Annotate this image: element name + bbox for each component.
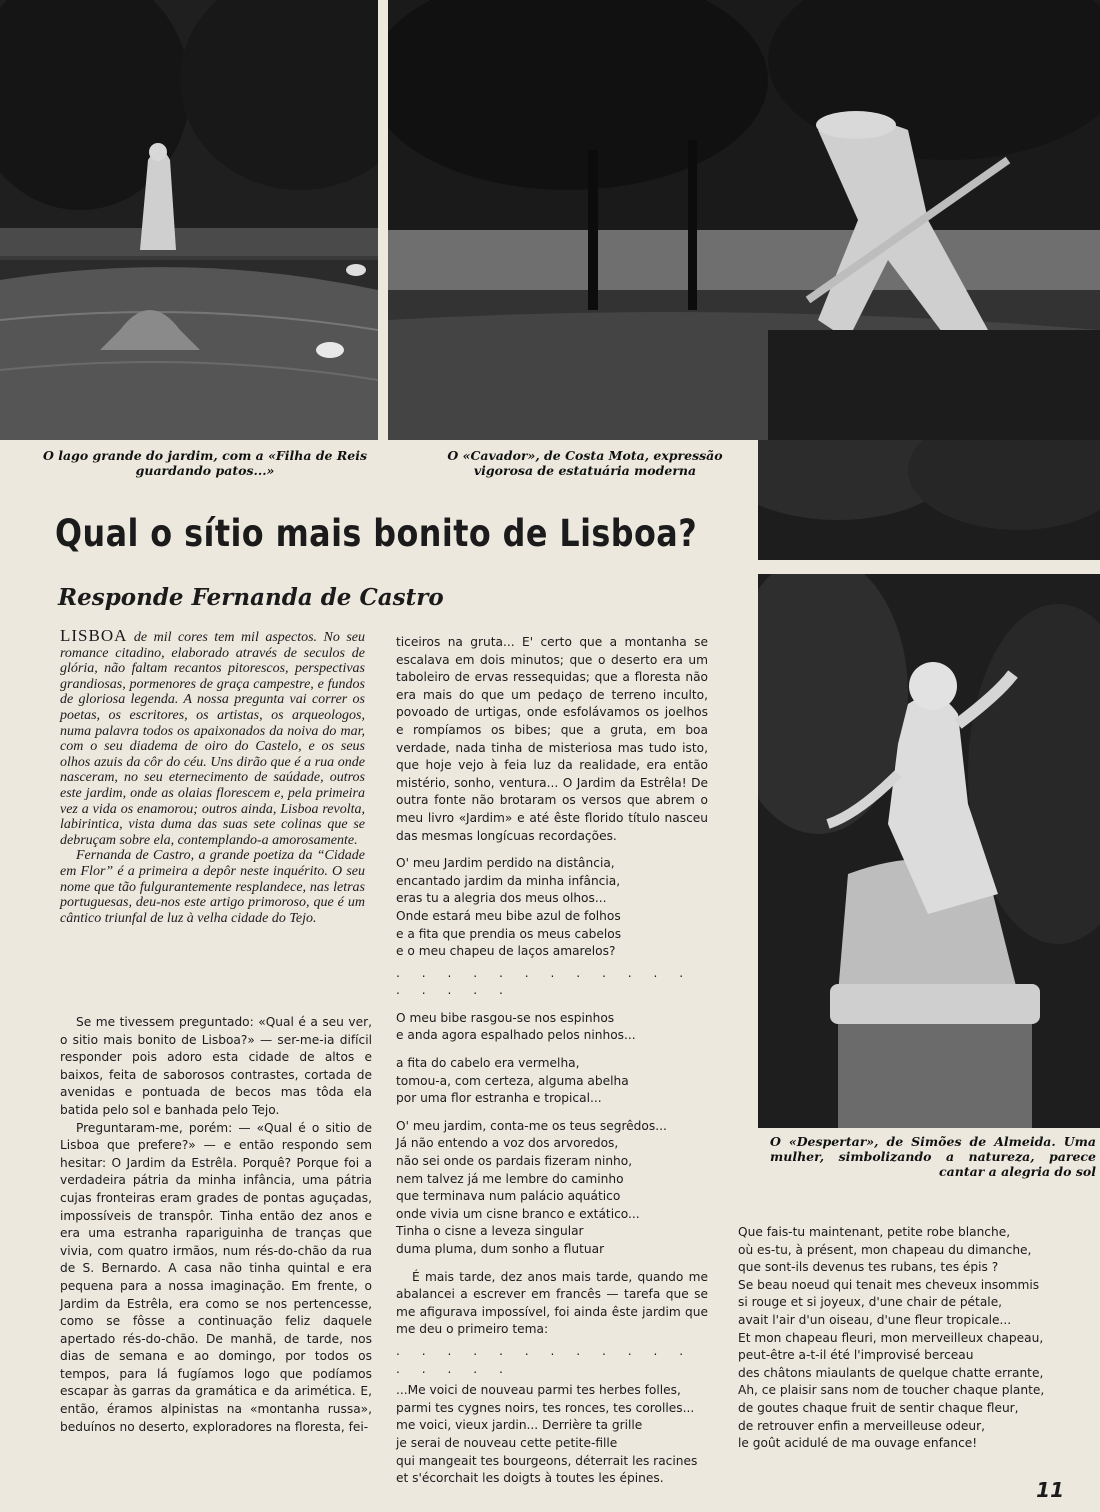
verse-line: le goût acidulé de ma ouvage enfance! <box>738 1436 978 1451</box>
verse-line: O' meu Jardim perdido na distância, <box>396 856 615 871</box>
verse-line: por uma flor estranha e tropical... <box>396 1091 602 1106</box>
verse-stanza-1 <box>396 855 708 961</box>
verse-line: où es-tu, à présent, mon chapeau du dimanche, <box>738 1242 1032 1257</box>
verse-stanza-2 <box>396 1010 708 1045</box>
body-column-3 <box>738 1224 1068 1453</box>
verse-line: Onde estará meu bibe azul de folhos <box>396 908 621 923</box>
verse-line: e anda agora espalhado pelos ninhos... <box>396 1028 636 1043</box>
cavador-photo-image <box>388 0 1100 440</box>
verse-line: Já não entendo a voz dos arvoredos, <box>396 1136 619 1151</box>
shrubs-image <box>758 440 1100 560</box>
verse-line: nem talvez já me lembre do caminho <box>396 1171 624 1186</box>
verse-stanza-3 <box>396 1055 708 1108</box>
body-paragraph-2: Preguntaram-me, porém: — «Qual é o sitio de Lisboa que prefere?» — e então respondo sem hesitar: O Jardim da Estrêla. Porquê? Porque foi a verdadeira pátria da minha infância, uma pátria cujas fronteiras eram grades de pontas aguçadas, impossíveis de transpôr. Tinha então dez anos e era uma estranha rapariguinha de tranças que vivia, com quatro irmãos, num rés-do-chão da rua de S. Bernardo. A casa não tinha quintal e era pequena para a nossa imaginação. Em frente, o Jardim da Estrêla, era como se nos pertencesse, como se fôsse a continuação feliz daquele apertado rés-do-chão. De manhã, de tarde, nos dias de semana e ao domingo, por todos os tempos, para lá fugíamos logo que podíamos escapar às garras da gramática e da arimética. E, então, éramos alpinistas na «montanha russa», beduínos no deserto, exploradores na floresta, fei- <box>60 1120 372 1434</box>
intro-column <box>60 628 365 926</box>
lake-photo-image <box>0 0 378 440</box>
verse-line: Ah, ce plaisir sans nom de toucher chaque plante, <box>738 1383 1045 1398</box>
verse-line: e a fita que prendia os meus cabelos <box>396 926 622 941</box>
verse-line: tomou-a, com certeza, alguma abelha <box>396 1073 629 1088</box>
french-stanza-2 <box>738 1224 1068 1453</box>
photo-cavador-shrubs <box>758 440 1100 560</box>
ellipsis-divider-1: . . . . . . . . . . . . . . . . . <box>396 965 693 998</box>
verse-line: duma pluma, dum sonho a flutuar <box>396 1242 605 1256</box>
verse-line: eras tu a alegria dos meus olhos... <box>396 891 607 906</box>
verse-line: que sont-ils devenus tes rubans, tes épis ? <box>738 1260 999 1275</box>
verse-line: Que fais-tu maintenant, petite robe blanche, <box>738 1225 1011 1239</box>
verse-line: Et mon chapeau fleuri, mon merveilleux chapeau, <box>738 1330 1044 1345</box>
ellipsis-divider-2: . . . . . . . . . . . . . . . . . <box>396 1343 693 1376</box>
french-stanza-1 <box>396 1382 708 1488</box>
verse-line: qui mangeait tes bourgeons, déterrait les racines <box>396 1453 698 1468</box>
verse-line: si rouge et si joyeux, d'une chair de pétale, <box>738 1295 1003 1310</box>
verse-line: O' meu jardim, conta-me os teus segrêdos... <box>396 1118 667 1133</box>
verse-line: peut-être a-t-il été l'improvisé berceau <box>738 1348 974 1363</box>
verse-line: encantado jardim da minha infância, <box>396 873 621 888</box>
verse-line: avait l'air d'un oiseau, d'une fleur tropicale... <box>738 1312 1012 1327</box>
verse-line: Se beau noeud qui tenait mes cheveux insommis <box>738 1277 1040 1292</box>
verse-stanza-4 <box>396 1118 708 1259</box>
verse-line: de retrouver enfin a merveilleuse odeur, <box>738 1418 985 1433</box>
verse-line: O meu bibe rasgou-se nos espinhos <box>396 1010 615 1025</box>
intro-dropcap: LISBOA <box>60 626 128 645</box>
verse-line: je serai de nouveau cette petite-fille <box>396 1435 618 1450</box>
article-title: Qual o sítio mais bonito de Lisboa? <box>55 512 698 555</box>
intro-paragraph-2: Fernanda de Castro, a grande poetiza da “Cidade em Flor” é a primeira a depôr neste inquérito. O seu nome que tão fulgurantemente resplandece, nas letras portuguesas, deu-nos este artigo primoroso, que é um cântico triunfal de luz à velha cidade do Tejo. <box>60 848 365 926</box>
photo-cavador-statue <box>388 0 1100 440</box>
verse-line: a fita do cabelo era vermelha, <box>396 1056 580 1071</box>
verse-line: me voici, vieux jardin... Derrière ta grille <box>396 1418 643 1433</box>
page-number: 11 <box>1036 1478 1064 1502</box>
verse-line: não sei onde os pardais fizeram ninho, <box>396 1154 633 1169</box>
caption-cavador: O «Cavador», de Costa Mota, expressão vigorosa de estatuária moderna <box>447 448 723 478</box>
photo-despertar-statue <box>758 574 1100 1128</box>
body-paragraph-1: Se me tivessem preguntado: «Qual é a seu ver, o sitio mais bonito de Lisboa?» — ser-me-ia difícil responder pois adoro esta cidade de altos e baixos, feita de saborosos contrastes, cortada de avenidas e pontuada de becos mas tôda ela batida pelo sol e banhada pelo Tejo. <box>60 1015 372 1117</box>
verse-line: parmi tes cygnes noirs, tes ronces, tes corolles... <box>396 1400 695 1415</box>
verse-line: Tinha o cisne a leveza singular <box>396 1224 584 1239</box>
intro-paragraph <box>60 628 365 848</box>
photo-lake-statue <box>0 0 378 440</box>
verse-line: onde vivia um cisne branco e extático... <box>396 1206 640 1221</box>
verse-line: des châtons miaulants de quelque chatte errante, <box>738 1365 1044 1380</box>
intro-text: de mil cores tem mil aspectos. No seu romance citadino, elaborado através de seculos de glória, não faltam recantos pitorescos, perspectivas grandiosas, pormenores de graça campestre, e fundos de gloriosa legenda. A nossa pregunta vai correr os poetas, os escritores, os artistas, os arqueologos, numa palavra todos os apaixonados da noiva do mar, com o seu diadema de oiro do Castelo, e os seus olhos azuis da côr do céu. Uns dirão que é a rua onde nasceram, no seu eternecimento de saúdade, outros este jardim, onde as olaias florescem e, pela primeira vez a vida os enamorou; outros ainda, Lisboa revolta, labirintica, vista duma das suas sete colinas que se debruçam sobre ela, contemplando-a amorosamente. <box>60 630 365 848</box>
caption-lake: O lago grande do jardim, com a «Filha de Reis guardando patos...» <box>42 448 367 478</box>
body-paragraph-4: É mais tarde, dez anos mais tarde, quando me abalancei a escrever em francês — tarefa que se me afigurava impossível, foi ainda êste jardim que me deu o primeiro tema: <box>396 1269 708 1337</box>
caption-despertar: O «Despertar», de Simões de Almeida. Uma mulher, simbolizando a natureza, parece cantar a alegria do sol <box>770 1134 1096 1179</box>
verse-line: que terminava num palácio aquático <box>396 1189 621 1204</box>
article-byline: Responde Fernanda de Castro <box>58 584 444 611</box>
verse-line: et s'écorchait les doigts à toutes les épines. <box>396 1471 664 1486</box>
despertar-photo-image <box>758 574 1100 1128</box>
body-column-2 <box>396 634 708 1488</box>
verse-line: e o meu chapeu de laços amarelos? <box>396 944 616 959</box>
body-paragraph-3: ticeiros na gruta... E' certo que a montanha se escalava em dois minutos; que o deserto era um taboleiro de ervas ressequidas; que a floresta não era mais do que um pedaço de terreno inculto, povoado de urtigas, onde esfolávamos os joelhos e rompíamos os bibes; que a gruta, em boa verdade, nada tinha de misteriosa mas tudo isto, que hoje vejo à feia luz da realidade, era então mistério, sonho, ventura... O Jardim da Estrêla! De outra fonte não brotaram os versos que abrem o meu livro «Jardim» e até êste florido título nasceu das mesmas longícuas recordações. <box>396 635 708 843</box>
body-column-1 <box>60 1014 372 1436</box>
verse-line: ...Me voici de nouveau parmi tes herbes folles, <box>396 1383 681 1398</box>
verse-line: de goutes chaque fruit de sentir chaque fleur, <box>738 1400 1019 1415</box>
